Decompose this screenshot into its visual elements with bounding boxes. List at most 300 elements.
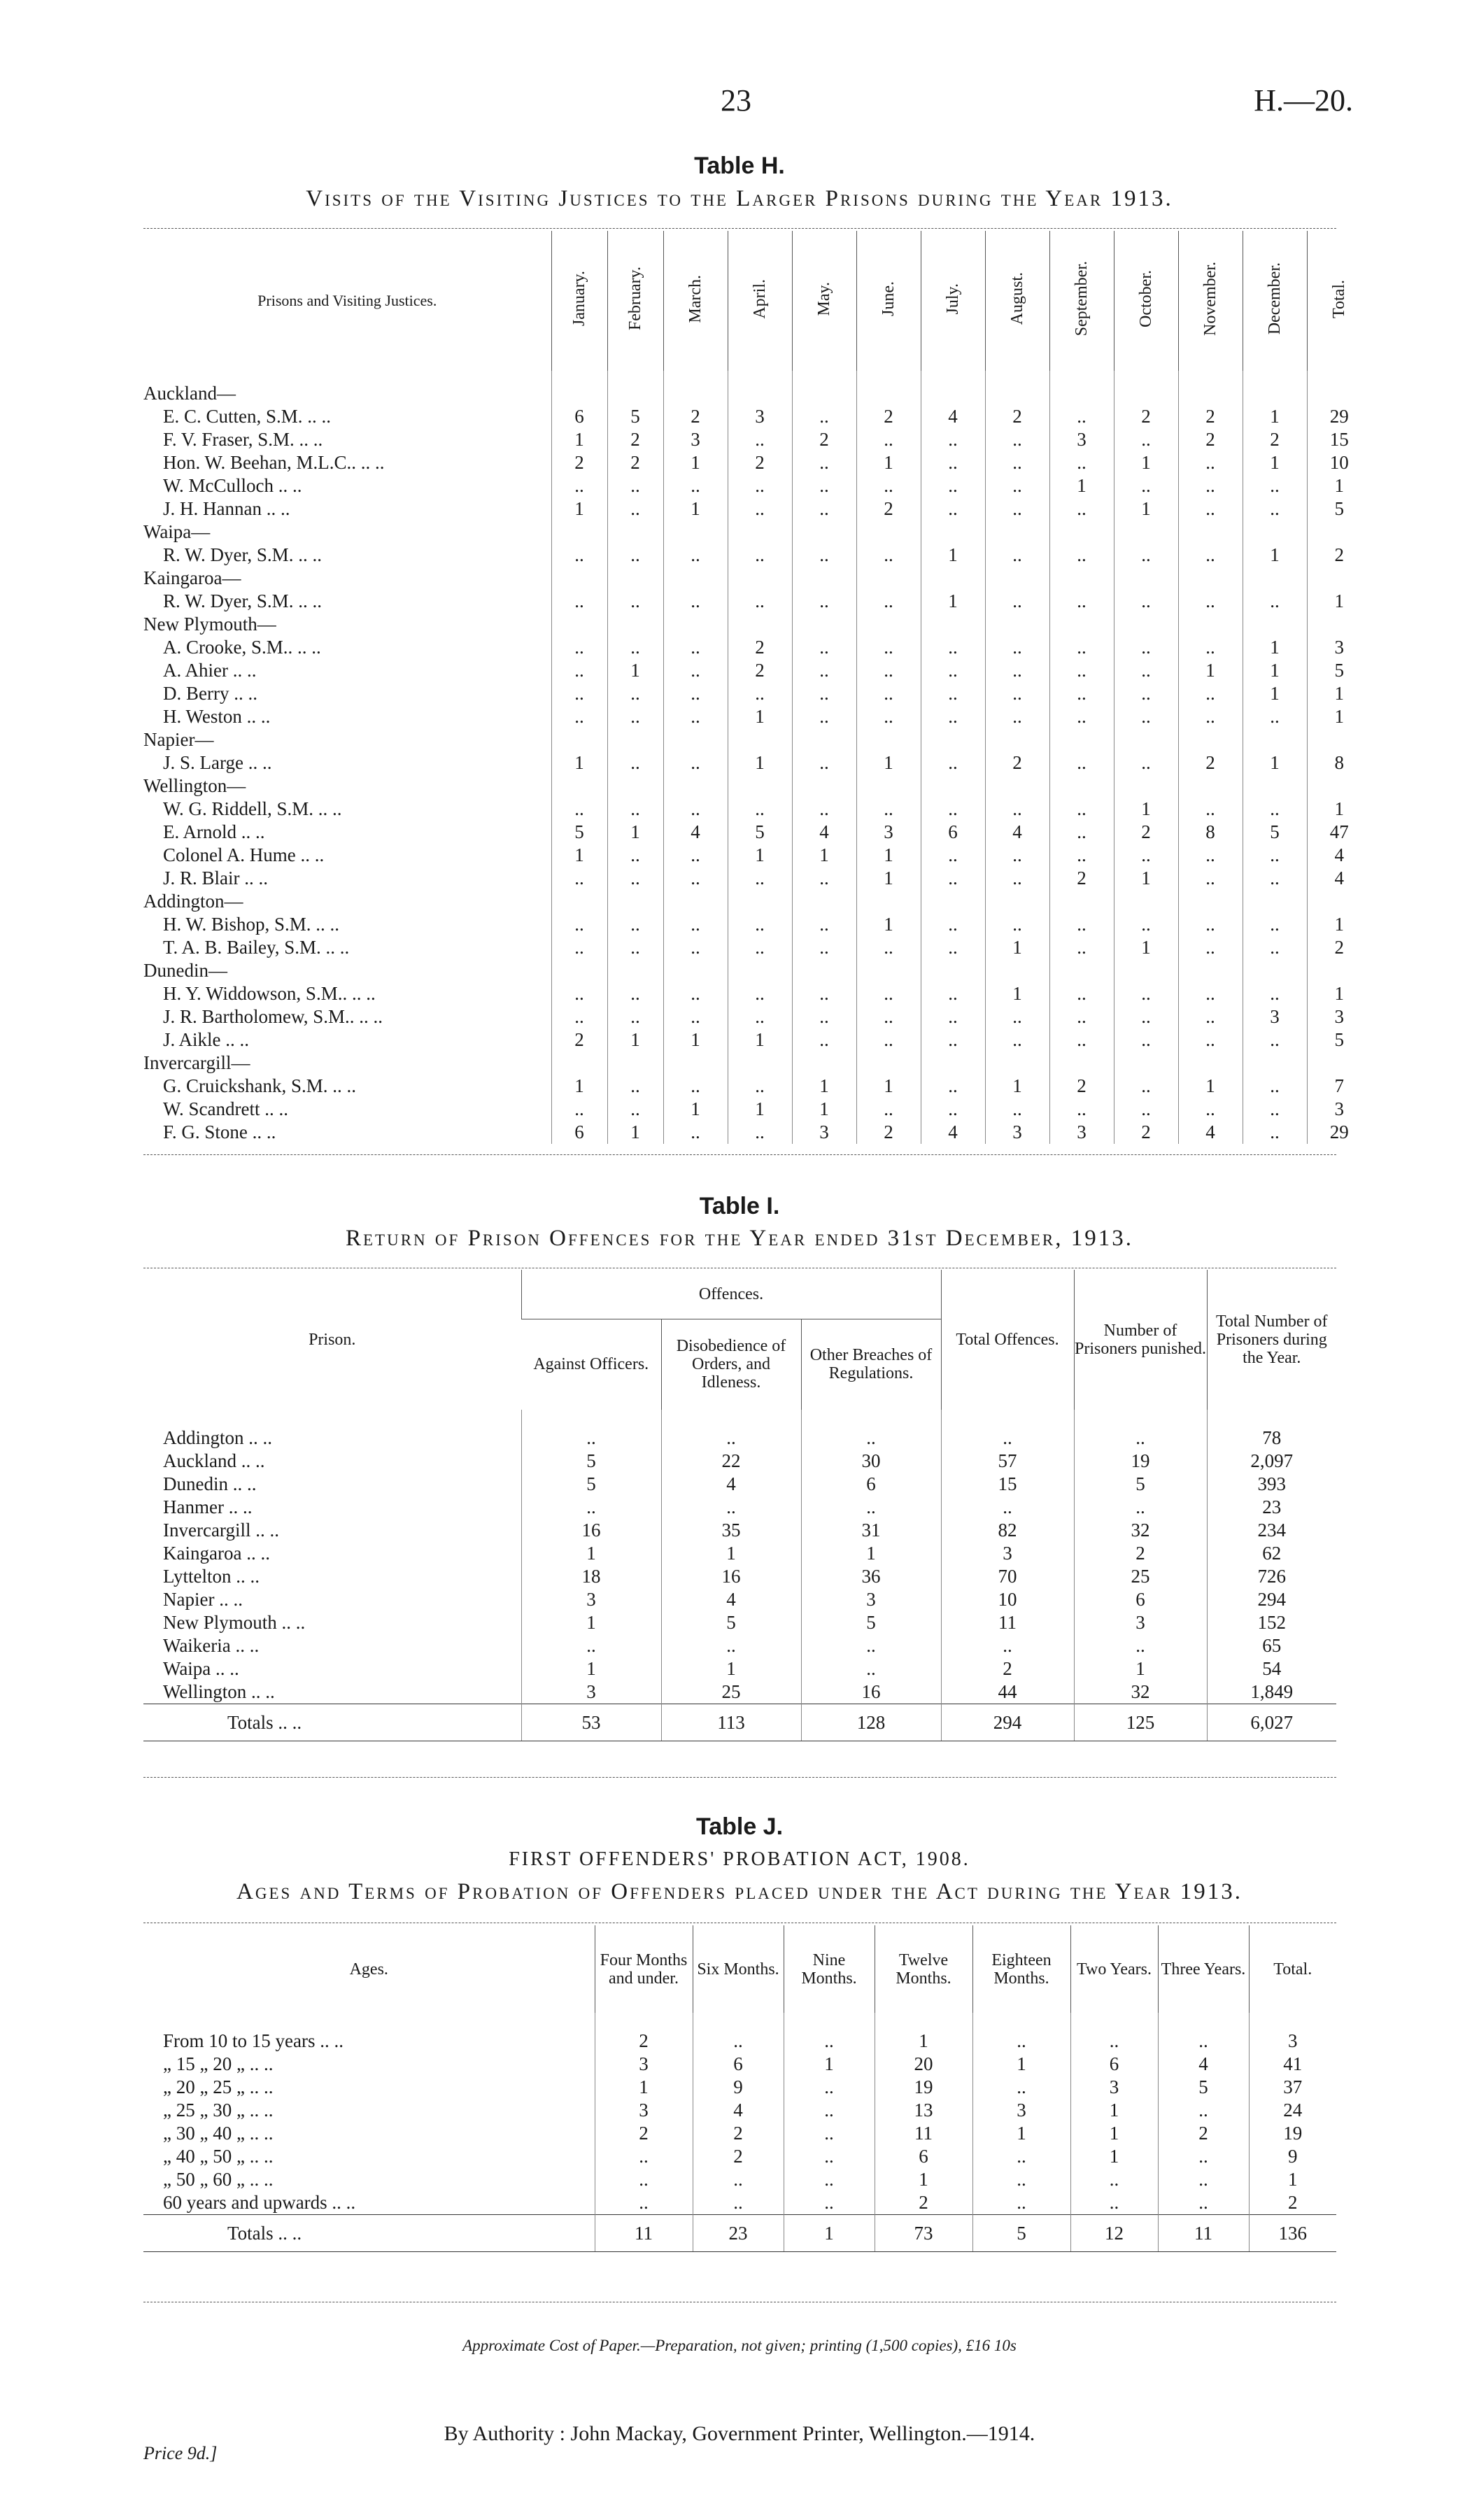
table-i-cell: 294 — [1207, 1588, 1336, 1611]
table-j-cell: .. — [693, 2191, 784, 2215]
table-h-cell: .. — [1243, 982, 1307, 1005]
table-h-cell: .. — [985, 705, 1049, 728]
table-h-cell: .. — [1049, 590, 1114, 613]
table-h-cell — [551, 567, 607, 590]
table-h-cell: 1 — [1243, 682, 1307, 705]
table-h-cell: 15 — [1307, 428, 1371, 451]
table-h-cell: 3 — [1307, 1005, 1371, 1028]
table-i-header-disobedience: Disobedience of Orders, and Idleness. — [661, 1319, 801, 1410]
table-h-cell — [663, 613, 728, 636]
table-h-cell: 1 — [856, 451, 921, 474]
table-h-row-label: Napier— — [143, 729, 214, 750]
table-h-cell: 1 — [1307, 590, 1371, 613]
table-j-header-term: Four Months and under. — [595, 1925, 693, 2013]
table-h-cell — [663, 371, 728, 405]
table-h-row — [143, 405, 1371, 428]
table-h-cell: .. — [1049, 936, 1114, 959]
table-h-cell: .. — [1178, 682, 1243, 705]
table-h-cell: .. — [728, 798, 792, 821]
table-j-cell: 1 — [875, 2013, 972, 2053]
table-h-cell: .. — [663, 1121, 728, 1144]
table-i-row-label: Kaingaroa .. .. — [163, 1543, 270, 1564]
table-h-cell: .. — [607, 982, 663, 1005]
table-i-cell: 5 — [661, 1611, 801, 1634]
table-h-row — [143, 371, 1371, 405]
table-h-cell: 1 — [985, 936, 1049, 959]
table-h-cell — [856, 371, 921, 405]
table-h-cell: .. — [1243, 867, 1307, 890]
table-h-row — [143, 798, 1371, 821]
table-h-cell — [1114, 1052, 1178, 1075]
table-j-cell: 13 — [875, 2099, 972, 2122]
table-h-cell: 2 — [856, 1121, 921, 1144]
table-h-cell: .. — [1178, 544, 1243, 567]
table-h-cell — [1307, 521, 1371, 544]
table-h-cell — [607, 959, 663, 982]
table-h-cell — [921, 1052, 985, 1075]
table-h-cell: .. — [985, 497, 1049, 521]
table-h-cell: 29 — [1307, 1121, 1371, 1144]
table-h-cell: 4 — [1178, 1121, 1243, 1144]
table-h-cell: .. — [985, 451, 1049, 474]
table-h-cell — [985, 728, 1049, 751]
table-h-cell: 4 — [1307, 867, 1371, 890]
table-h-cell — [985, 521, 1049, 544]
table-i-cell: 2 — [1074, 1542, 1207, 1565]
table-h-cell: .. — [663, 1005, 728, 1028]
table-j-cell: 6 — [693, 2053, 784, 2076]
table-j-cell: 3 — [1070, 2076, 1158, 2099]
table-h-cell: 1 — [1243, 451, 1307, 474]
table-h-cell: .. — [1049, 405, 1114, 428]
table-h-cell: 2 — [663, 405, 728, 428]
table-h-row — [143, 1028, 1371, 1052]
table-h-header-month: November. — [1178, 231, 1243, 371]
table-i-cell: .. — [801, 1657, 941, 1680]
table-h-cell: .. — [1114, 844, 1178, 867]
table-i-row — [143, 1657, 1336, 1680]
table-h-cell: .. — [607, 1005, 663, 1028]
table-h-cell — [1178, 774, 1243, 798]
table-h-cell — [792, 774, 856, 798]
table-h-cell — [921, 613, 985, 636]
table-h-cell: .. — [551, 1005, 607, 1028]
table-i-cell: .. — [661, 1410, 801, 1450]
table-h-cell: .. — [792, 636, 856, 659]
table-h-cell — [1114, 774, 1178, 798]
table-h-cell: 1 — [607, 821, 663, 844]
table-h-cell: .. — [792, 544, 856, 567]
table-j-cell: .. — [1070, 2191, 1158, 2215]
table-h-cell: .. — [921, 1028, 985, 1052]
table-h-cell: 2 — [551, 1028, 607, 1052]
table-i-cell: 16 — [661, 1565, 801, 1588]
table-h-cell: .. — [921, 798, 985, 821]
table-h-cell — [792, 728, 856, 751]
table-h-cell — [1307, 774, 1371, 798]
table-j-cell: .. — [595, 2191, 693, 2215]
table-h-cell: .. — [1049, 544, 1114, 567]
table-h-row — [143, 890, 1371, 913]
table-h-cell: .. — [921, 659, 985, 682]
table-h-cell: .. — [1243, 497, 1307, 521]
table-h-cell — [1243, 567, 1307, 590]
table-h-cell: .. — [856, 798, 921, 821]
table-h-cell: .. — [921, 474, 985, 497]
table-h-cell — [792, 613, 856, 636]
table-h-cell — [663, 1052, 728, 1075]
table-h-cell: .. — [607, 474, 663, 497]
table-i-cell: .. — [801, 1496, 941, 1519]
table-h-cell — [607, 567, 663, 590]
table-h-cell: .. — [1114, 705, 1178, 728]
table-j-cell: 4 — [693, 2099, 784, 2122]
table-j-cell: 1 — [1070, 2122, 1158, 2145]
table-j-cell: 1 — [972, 2053, 1070, 2076]
table-i-cell: 6 — [1074, 1588, 1207, 1611]
table-j-cell: .. — [972, 2145, 1070, 2168]
table-h-cell: 29 — [1307, 405, 1371, 428]
table-j-cell: .. — [784, 2168, 875, 2191]
table-h-cell: .. — [663, 544, 728, 567]
table-h-cell — [1243, 521, 1307, 544]
table-h-row — [143, 544, 1371, 567]
table-h-cell — [551, 613, 607, 636]
table-h-cell: .. — [607, 705, 663, 728]
table-i-row-label: Hanmer .. .. — [163, 1496, 253, 1517]
table-i-row-label: Dunedin .. .. — [163, 1473, 257, 1494]
table-h-cell: 3 — [663, 428, 728, 451]
table-i — [143, 1270, 1336, 1741]
table-h-cell: .. — [663, 659, 728, 682]
table-h-cell: .. — [1243, 474, 1307, 497]
table-h-cell: 1 — [607, 659, 663, 682]
table-i-cell: .. — [521, 1496, 661, 1519]
table-i-header-offences: Offences. — [521, 1270, 941, 1319]
table-h-cell: 1 — [921, 544, 985, 567]
table-j-row-label: „ 50 „ 60 „ .. .. — [163, 2169, 274, 2190]
table-h-cell: .. — [792, 1028, 856, 1052]
table-h-cell: .. — [551, 1098, 607, 1121]
table-h-row-label: R. W. Dyer, S.M. .. .. — [163, 590, 322, 611]
table-j-cell: .. — [1158, 2099, 1249, 2122]
table-h-cell — [728, 959, 792, 982]
table-h-top-rule — [143, 228, 1336, 229]
table-h-cell: 1 — [607, 1121, 663, 1144]
table-h-cell: .. — [1114, 1098, 1178, 1121]
table-h-cell: 5 — [551, 821, 607, 844]
table-j-header-term: Six Months. — [693, 1925, 784, 2013]
table-h-cell: 3 — [985, 1121, 1049, 1144]
table-h-cell — [1307, 567, 1371, 590]
table-h-cell: .. — [1049, 913, 1114, 936]
table-h-cell: 1 — [1114, 936, 1178, 959]
table-h-cell: .. — [551, 544, 607, 567]
table-h-cell: 1 — [551, 1075, 607, 1098]
table-h-cell: .. — [1178, 451, 1243, 474]
table-h-cell — [1049, 774, 1114, 798]
table-h-cell: 4 — [921, 1121, 985, 1144]
table-h-cell — [663, 728, 728, 751]
table-h-cell: 2 — [551, 451, 607, 474]
table-h-cell: .. — [1178, 1098, 1243, 1121]
table-j-cell: 2 — [1158, 2122, 1249, 2145]
table-h-row-label: D. Berry .. .. — [163, 683, 257, 704]
table-h-cell — [1049, 890, 1114, 913]
table-h-cell: .. — [728, 428, 792, 451]
table-h-cell: .. — [607, 1075, 663, 1098]
table-h-cell: .. — [551, 682, 607, 705]
table-j-row — [143, 2013, 1336, 2053]
table-h-cell: 1 — [551, 751, 607, 774]
table-h-cell: 2 — [1049, 867, 1114, 890]
table-i-row — [143, 1496, 1336, 1519]
table-h-cell — [551, 728, 607, 751]
table-h-cell: .. — [921, 982, 985, 1005]
table-h-cell — [1243, 728, 1307, 751]
table-h-cell — [856, 521, 921, 544]
page-header — [0, 83, 1479, 125]
table-i-cell: 5 — [1074, 1473, 1207, 1496]
table-h-cell: 2 — [728, 451, 792, 474]
table-h-cell: .. — [856, 659, 921, 682]
table-h-cell: 1 — [1114, 867, 1178, 890]
table-h-cell: .. — [856, 1028, 921, 1052]
table-h-row-label: F. V. Fraser, S.M. .. .. — [163, 429, 323, 450]
table-h-cell: 47 — [1307, 821, 1371, 844]
table-i-cell: 54 — [1207, 1657, 1336, 1680]
table-i-totals-label: Totals .. .. — [143, 1704, 521, 1741]
table-i-cell: .. — [661, 1634, 801, 1657]
table-h-cell: .. — [607, 844, 663, 867]
table-j-cell: 4 — [1158, 2053, 1249, 2076]
table-h-cell: 1 — [1243, 405, 1307, 428]
table-h-cell: 1 — [1243, 544, 1307, 567]
table-h-cell: .. — [1243, 1121, 1307, 1144]
table-h-cell: 1 — [856, 913, 921, 936]
table-i-cell: 1,849 — [1207, 1680, 1336, 1704]
table-h-cell — [728, 774, 792, 798]
document-code: H.—20. — [1254, 83, 1353, 118]
table-j-row-label: From 10 to 15 years .. .. — [163, 2030, 344, 2051]
table-h-cell: 1 — [607, 1028, 663, 1052]
table-h-cell — [1307, 371, 1371, 405]
table-i-cell: .. — [1074, 1496, 1207, 1519]
table-i-cell: .. — [521, 1410, 661, 1450]
table-j-header-term: Two Years. — [1070, 1925, 1158, 2013]
table-h-row — [143, 728, 1371, 751]
table-i-cell: 2,097 — [1207, 1450, 1336, 1473]
table-h-cell: .. — [1049, 751, 1114, 774]
table-h-cell — [856, 959, 921, 982]
table-h-cell: 1 — [856, 1075, 921, 1098]
table-i-cell: 4 — [661, 1588, 801, 1611]
table-h-cell — [728, 728, 792, 751]
table-h-cell: .. — [607, 867, 663, 890]
table-h-row — [143, 705, 1371, 728]
table-h-row-label: New Plymouth— — [143, 614, 276, 635]
table-h-cell: 1 — [985, 1075, 1049, 1098]
table-j-cell: 24 — [1249, 2099, 1336, 2122]
table-h-cell: .. — [856, 982, 921, 1005]
table-h-cell — [1178, 1052, 1243, 1075]
table-h-cell: 1 — [921, 590, 985, 613]
table-h-cell: .. — [1243, 1028, 1307, 1052]
table-h-cell: .. — [1178, 590, 1243, 613]
table-j-cell: 9 — [1249, 2145, 1336, 2168]
table-j-cell: 9 — [693, 2076, 784, 2099]
table-i-row-label: Waipa .. .. — [163, 1658, 239, 1679]
table-j-cell: 6 — [875, 2145, 972, 2168]
table-h-row-label: Kaingaroa— — [143, 567, 241, 588]
table-h-cell — [792, 890, 856, 913]
table-h-cell: .. — [551, 590, 607, 613]
table-i-row-label: Waikeria .. .. — [163, 1635, 260, 1656]
table-h-cell — [607, 728, 663, 751]
table-i-cell: 70 — [941, 1565, 1074, 1588]
price: Price 9d.] — [143, 2443, 218, 2463]
table-j-header-row — [143, 1925, 1336, 2013]
table-h-cell: .. — [1243, 705, 1307, 728]
table-h-cell: .. — [1243, 1075, 1307, 1098]
table-h-cell: 2 — [856, 405, 921, 428]
table-i-row — [143, 1588, 1336, 1611]
table-h-cell — [1243, 371, 1307, 405]
table-i-totals-cell: 294 — [941, 1704, 1074, 1741]
table-h-cell: .. — [728, 982, 792, 1005]
table-h-cell: 8 — [1307, 751, 1371, 774]
table-h-cell: 2 — [1049, 1075, 1114, 1098]
table-h-cell — [856, 613, 921, 636]
table-h-cell — [792, 567, 856, 590]
table-j-row — [143, 2122, 1336, 2145]
table-j-cell: 1 — [1070, 2145, 1158, 2168]
table-h-cell — [1307, 959, 1371, 982]
table-h-cell: 1 — [551, 497, 607, 521]
table-h-cell: 3 — [792, 1121, 856, 1144]
table-h-cell — [1049, 613, 1114, 636]
table-h-cell: .. — [607, 798, 663, 821]
table-h-row-label: W. G. Riddell, S.M. .. .. — [163, 798, 342, 819]
table-h-cell: .. — [856, 1098, 921, 1121]
table-h-row-label: J. S. Large .. .. — [163, 752, 272, 773]
table-h-row — [143, 936, 1371, 959]
table-h-cell — [1243, 613, 1307, 636]
table-h-cell — [1178, 371, 1243, 405]
table-h-cell: .. — [792, 798, 856, 821]
table-j-cell: 2 — [595, 2122, 693, 2145]
table-h-row-label: H. Y. Widdowson, S.M.. .. .. — [163, 983, 376, 1004]
table-h-cell — [663, 774, 728, 798]
table-h-cell: .. — [728, 544, 792, 567]
table-i-cell: 3 — [1074, 1611, 1207, 1634]
table-i-header-total: Total Offences. — [941, 1270, 1074, 1410]
table-h-cell — [792, 959, 856, 982]
table-h-row — [143, 751, 1371, 774]
table-h-cell — [1049, 567, 1114, 590]
table-h-cell — [921, 890, 985, 913]
table-h-cell — [607, 1052, 663, 1075]
table-h-cell: 1 — [551, 844, 607, 867]
table-h-cell: 1 — [792, 844, 856, 867]
table-h-cell: .. — [921, 844, 985, 867]
table-h-cell: 2 — [856, 497, 921, 521]
table-h-row-label: H. W. Bishop, S.M. .. .. — [163, 914, 340, 935]
table-h-cell — [1114, 567, 1178, 590]
table-h-cell: .. — [985, 636, 1049, 659]
table-j-totals-cell: 23 — [693, 2215, 784, 2252]
table-j-label: Table J. — [695, 1813, 784, 1840]
table-h-cell — [1307, 728, 1371, 751]
table-i-cell: 1 — [661, 1542, 801, 1565]
table-i-cell: 393 — [1207, 1473, 1336, 1496]
table-h-cell: 2 — [985, 751, 1049, 774]
table-h-cell: .. — [607, 1098, 663, 1121]
table-j-cell: 1 — [875, 2168, 972, 2191]
table-i-totals-cell: 128 — [801, 1704, 941, 1741]
table-h-cell: 1 — [1307, 705, 1371, 728]
table-i-cell: 726 — [1207, 1565, 1336, 1588]
table-h-header-month: June. — [856, 231, 921, 371]
table-h-cell: 5 — [1307, 1028, 1371, 1052]
table-h-cell: 2 — [1243, 428, 1307, 451]
table-i-row — [143, 1611, 1336, 1634]
table-h-cell — [985, 959, 1049, 982]
table-i-row-label: Invercargill .. .. — [163, 1520, 279, 1541]
table-i-cell: 1 — [801, 1542, 941, 1565]
table-j-cell: .. — [1158, 2013, 1249, 2053]
table-j-row — [143, 2053, 1336, 2076]
table-h-cell: .. — [1114, 1075, 1178, 1098]
page-number: 23 — [721, 83, 751, 118]
table-h-cell: .. — [728, 936, 792, 959]
table-j-row-label: „ 25 „ 30 „ .. .. — [163, 2100, 274, 2121]
table-h-cell: .. — [792, 751, 856, 774]
table-h-bottom-rule — [143, 1154, 1336, 1155]
table-i-row-label: Lyttelton .. .. — [163, 1566, 260, 1587]
table-h-cell: .. — [1178, 936, 1243, 959]
table-h-cell: 1 — [663, 451, 728, 474]
table-h-cell: .. — [1114, 474, 1178, 497]
table-h-row — [143, 1052, 1371, 1075]
table-i-label: Table I. — [699, 1193, 780, 1219]
table-h-cell — [856, 728, 921, 751]
table-h-cell: .. — [921, 913, 985, 936]
table-h-cell: .. — [856, 590, 921, 613]
table-h-cell: .. — [1243, 590, 1307, 613]
table-j-totals-row — [143, 2215, 1336, 2252]
table-h-cell — [1243, 959, 1307, 982]
table-h-header-month: July. — [921, 231, 985, 371]
table-j-row — [143, 2168, 1336, 2191]
table-h-cell — [551, 959, 607, 982]
table-h-cell: .. — [792, 1005, 856, 1028]
table-h-cell — [728, 890, 792, 913]
table-h-cell: .. — [1049, 982, 1114, 1005]
table-i-header-against: Against Officers. — [533, 1355, 649, 1374]
table-i-header-row-1 — [143, 1270, 1336, 1319]
table-h-cell — [856, 890, 921, 913]
table-h-cell: .. — [1178, 1005, 1243, 1028]
table-h-cell: .. — [663, 636, 728, 659]
table-h-cell: .. — [607, 497, 663, 521]
table-h-cell: .. — [856, 428, 921, 451]
table-h-cell: 8 — [1178, 821, 1243, 844]
table-j-totals-cell: 136 — [1249, 2215, 1336, 2252]
table-h-cell: .. — [856, 682, 921, 705]
table-i-totals-row — [143, 1704, 1336, 1741]
table-h-cell: .. — [1114, 659, 1178, 682]
